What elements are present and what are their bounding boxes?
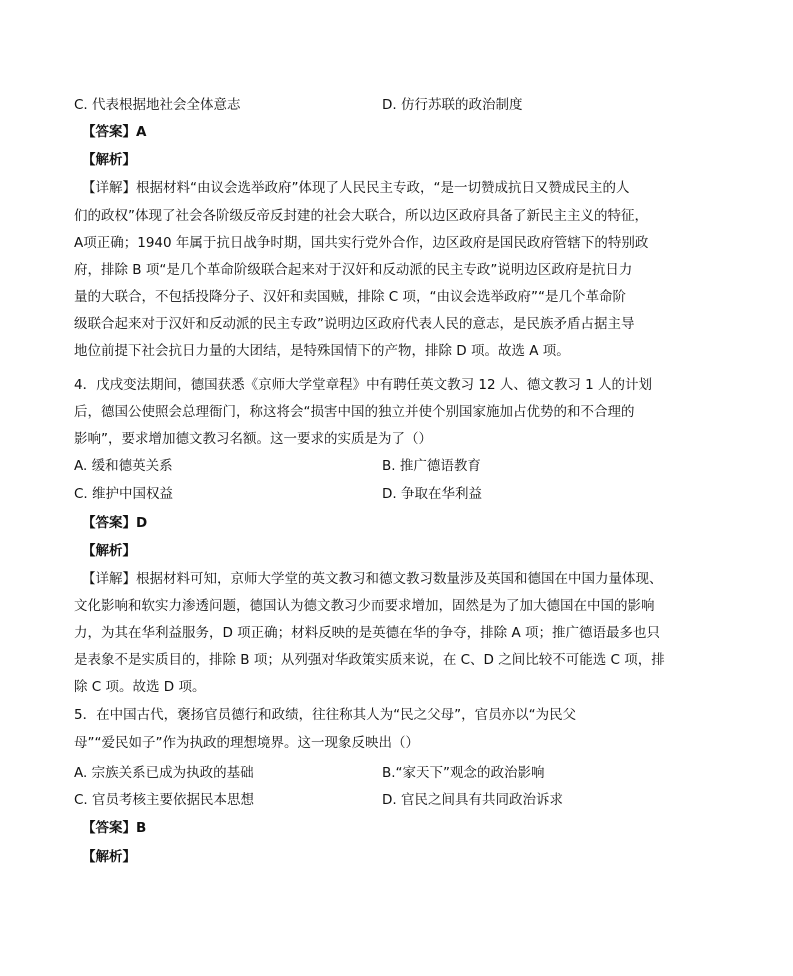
q3-detail-line: 量的大联合，不包括投降分子、汉奸和卖国贼，排除 C 项，“由议会选举政府”“是几个革命阶 [74, 289, 626, 305]
q4-option-b: B. 推广德语教育 [382, 458, 481, 474]
q3-detail-line: A项正确；1940 年属于抗日战争时期，国共实行党外合作，边区政府是国民政府管辖下的特别政 [74, 235, 649, 251]
answer-value: D [136, 515, 148, 531]
q3-detail-line: 级联合起来对于汉奸和反动派的民主专政”说明边区政府代表人民的意志，是民族矛盾占据主导 [74, 316, 635, 332]
answer-value: A [136, 124, 147, 140]
q3-detail-line: 地位前提下社会抗日力量的大团结，是特殊国情下的产物，排除 D 项。故选 A 项。 [74, 343, 570, 359]
q4-option-d: D. 争取在华利益 [382, 486, 482, 502]
q5-option-d: D. 官民之间具有共同政治诉求 [382, 792, 563, 808]
q5-answer [82, 818, 146, 838]
q4-stem-line: 4．戊戌变法期间，德国获悉《京师大学堂章程》中有聘任英文教习 12 人、德文教习 1 人的计划 [74, 377, 653, 393]
q5-option-c: C. 官员考核主要依据民本思想 [74, 792, 255, 808]
q5-option-b: B.“家天下”观念的政治影响 [382, 765, 545, 781]
q4-option-c: C. 维护中国权益 [74, 486, 174, 502]
q3-option-d: D. 仿行苏联的政治制度 [382, 97, 523, 113]
q5-option-a: A. 宗族关系已成为执政的基础 [74, 765, 254, 781]
q4-option-a: A. 缓和德英关系 [74, 458, 173, 474]
q4-analysis-label: 【解析】 [82, 543, 136, 559]
q4-answer [82, 513, 147, 533]
q3-detail-line: 【详解】根据材料“由议会选举政府”体现了人民民主专政，“是一切赞成抗日又赞成民主的人 [82, 180, 630, 196]
answer-label: 【答案】 [82, 820, 136, 836]
q5-stem-line: 5．在中国古代，褒扬官员德行和政绩，往往称其人为“民之父母”，官员亦以“为民父 [74, 707, 577, 723]
answer-value: B [136, 820, 147, 836]
q3-detail-line: 们的政权”体现了社会各阶级反帝反封建的社会大联合，所以边区政府具备了新民主主义的特征， [74, 208, 648, 224]
q4-detail-line: 除 C 项。故选 D 项。 [74, 679, 206, 695]
q4-detail-line: 文化影响和软实力渗透问题，德国认为德文教习少而要求增加，固然是为了加大德国在中国的影响 [74, 598, 655, 614]
q4-detail-line: 是表象不是实质目的，排除 B 项；从列强对华政策实质来说，在 C、D 之间比较不可能选 C 项，排 [74, 652, 665, 668]
answer-label: 【答案】 [82, 515, 136, 531]
q3-option-c: C. 代表根据地社会全体意志 [74, 97, 241, 113]
q3-analysis-label: 【解析】 [82, 152, 136, 168]
q4-detail-line: 力，为其在华利益服务，D 项正确；材料反映的是英德在华的争夺，排除 A 项；推广德语最多也只 [74, 625, 661, 641]
answer-label: 【答案】 [82, 124, 136, 140]
q4-detail-line: 【详解】根据材料可知，京师大学堂的英文教习和德文教习数量涉及英国和德国在中国力量体现、 [82, 571, 663, 587]
q4-stem-line: 后，德国公使照会总理衙门，称这将会“损害中国的独立并使个别国家施加占优势的和不合理的 [74, 404, 635, 420]
q4-stem-line: 影响”，要求增加德文教习名额。这一要求的实质是为了（） [74, 431, 432, 447]
q5-stem-line: 母”“爱民如子”作为执政的理想境界。这一现象反映出（） [74, 735, 419, 751]
q3-answer [82, 122, 146, 142]
q3-detail-line: 府，排除 B 项“是几个革命阶级联合起来对于汉奸和反动派的民主专政”说明边区政府是抗日力 [74, 262, 633, 278]
q5-analysis-label: 【解析】 [82, 849, 136, 865]
